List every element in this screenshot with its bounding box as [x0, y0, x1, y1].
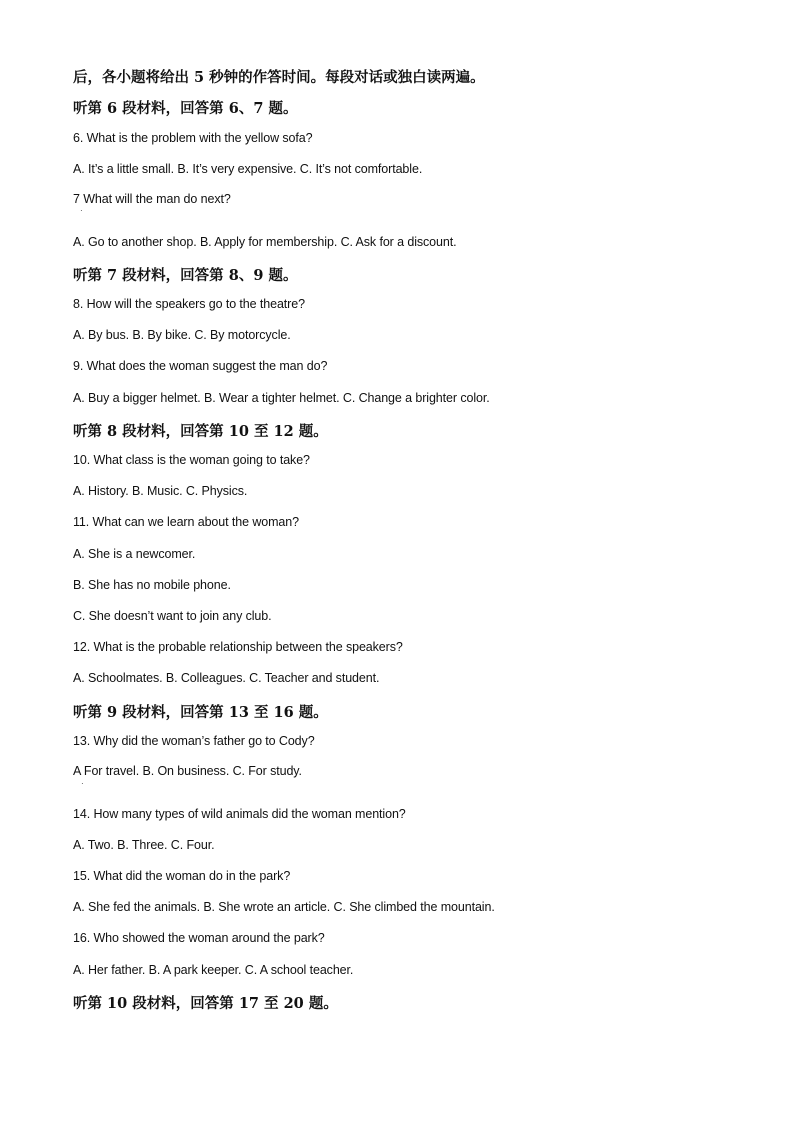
- question-12: 12. What is the probable relationship between the speakers?: [73, 640, 403, 654]
- section-heading-6: 听第 6 段材料，回答第 6、7 题。: [73, 100, 298, 117]
- section-heading-10: 听第 10 段材料，回答第 17 至 20 题。: [73, 995, 338, 1012]
- options-9: A. Buy a bigger helmet. B. Wear a tighter helmet. C. Change a brighter color.: [73, 391, 490, 405]
- options-10: A. History. B. Music. C. Physics.: [73, 484, 248, 498]
- question-10: 10. What class is the woman going to take?: [73, 453, 310, 467]
- question-9: 9. What does the woman suggest the man do?: [73, 359, 328, 373]
- option-11-a: A. She is a newcomer.: [73, 547, 196, 561]
- instruction-text: 后，各小题将给出 5 秒钟的作答时间。每段对话或独白读两遍。: [73, 69, 485, 86]
- options-12: A. Schoolmates. B. Colleagues. C. Teacher and student.: [73, 671, 380, 685]
- question-13: 13. Why did the woman’s father go to Cody?: [73, 734, 315, 748]
- options-15: A. She fed the animals. B. She wrote an article. C. She climbed the mountain.: [73, 900, 495, 914]
- options-6: A. It’s a little small. B. It’s very expensive. C. It’s not comfortable.: [73, 162, 423, 176]
- question-11: 11. What can we learn about the woman?: [73, 515, 299, 529]
- options-7: A. Go to another shop. B. Apply for membership. C. Ask for a discount.: [73, 235, 457, 249]
- question-7: 7 What will the man do next?: [73, 192, 231, 206]
- options-8: A. By bus. B. By bike. C. By motorcycle.: [73, 328, 291, 342]
- question-14: 14. How many types of wild animals did the woman mention?: [73, 807, 406, 821]
- section-heading-9: 听第 9 段材料，回答第 13 至 16 题。: [73, 704, 328, 721]
- question-15: 15. What did the woman do in the park?: [73, 869, 291, 883]
- question-16: 16. Who showed the woman around the park?: [73, 931, 325, 945]
- question-6: 6. What is the problem with the yellow sofa?: [73, 131, 313, 145]
- dot-mark: ·: [81, 779, 84, 788]
- section-heading-8: 听第 8 段材料，回答第 10 至 12 题。: [73, 423, 328, 440]
- option-11-b: B. She has no mobile phone.: [73, 578, 231, 592]
- options-13: A For travel. B. On business. C. For study.: [73, 764, 302, 778]
- question-8: 8. How will the speakers go to the theatre?: [73, 297, 305, 311]
- dot-mark: ·: [80, 206, 83, 215]
- option-11-c: C. She doesn’t want to join any club.: [73, 609, 272, 623]
- section-heading-7: 听第 7 段材料，回答第 8、9 题。: [73, 267, 298, 284]
- options-14: A. Two. B. Three. C. Four.: [73, 838, 215, 852]
- options-16: A. Her father. B. A park keeper. C. A school teacher.: [73, 963, 354, 977]
